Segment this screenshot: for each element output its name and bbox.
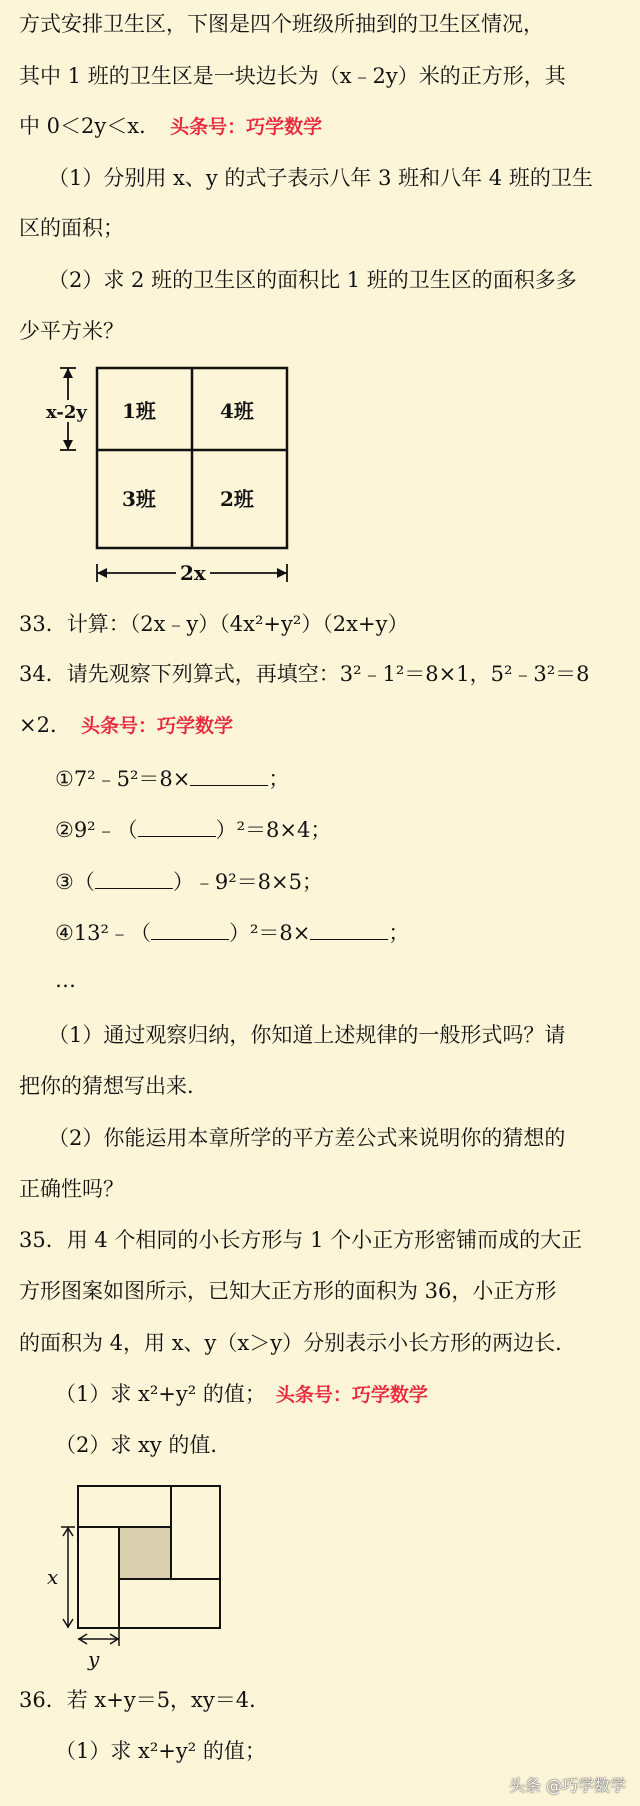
text-line: 区的面积；: [19, 216, 124, 240]
text-line: 34．请先观察下列算式，再填空：3²﹣1²＝8×1，5²﹣3²＝8: [19, 662, 590, 686]
text-line: （2）求 2 班的卫生区的面积比 1 班的卫生区的面积多多: [48, 268, 577, 292]
text-line: （2）求 xy 的值．: [55, 1433, 232, 1457]
text-line: ③（ ）﹣9²＝8×5；: [0, 866, 640, 896]
text-line: …: [55, 968, 76, 992]
text-line: 其中 1 班的卫生区是一块边长为（x﹣2y）米的正方形，其: [19, 64, 566, 88]
tiling-figure: [44, 1476, 234, 1676]
text-line: （1）求 x²+y² 的值；: [55, 1739, 266, 1763]
cell-class-2: 2班: [220, 487, 254, 511]
watermark-tag: 头条号：巧学数学: [170, 116, 323, 138]
text-line: ×2． 头条号：巧学数学: [19, 713, 233, 737]
answer-blank[interactable]: [310, 917, 388, 940]
text-line: 的面积为 4，用 x、y（x＞y）分别表示小长方形的两边长．: [19, 1331, 577, 1355]
watermark-tag: 头条号：巧学数学: [80, 715, 233, 737]
text-line: 36．若 x+y＝5，xy＝4．: [19, 1688, 271, 1712]
watermark-tag: 头条号：巧学数学: [275, 1384, 428, 1406]
footer-watermark: 头条 @巧学数学: [508, 1776, 626, 1795]
text-line: 少平方米？: [19, 319, 124, 343]
text-line: 方式安排卫生区，下图是四个班级所抽到的卫生区情况，: [19, 12, 544, 36]
text-line: 把你的猜想写出来．: [19, 1074, 208, 1098]
y-label: y: [88, 1647, 100, 1671]
text-line: 正确性吗？: [19, 1177, 124, 1201]
cleaning-zone-figure: [40, 360, 310, 600]
text-line: （1）求 x²+y² 的值； 头条号：巧学数学: [55, 1382, 428, 1406]
cell-class-3: 3班: [122, 487, 156, 511]
text-line: 中 0＜2y＜x． 头条号：巧学数学: [19, 114, 323, 138]
cell-class-1: 1班: [122, 399, 156, 423]
text-line: ④13²﹣（ ）²＝8× ；: [0, 917, 640, 947]
text-line: ①7²﹣5²＝8× ；: [0, 763, 640, 793]
x-label: x: [47, 1565, 59, 1589]
inner-shaded-square: [119, 1527, 171, 1579]
text-line: （1）分别用 x、y 的式子表示八年 3 班和八年 4 班的卫生: [48, 166, 593, 190]
text-line: 方形图案如图所示，已知大正方形的面积为 36，小正方形: [19, 1279, 557, 1303]
cell-class-4: 4班: [220, 399, 254, 423]
text-line: （2）你能运用本章所学的平方差公式来说明你的猜想的: [48, 1126, 566, 1150]
text-line: ②9²﹣（ ）²＝8×4；: [0, 814, 640, 844]
text-line: （1）通过观察归纳，你知道上述规律的一般形式吗？请: [48, 1023, 566, 1047]
answer-blank[interactable]: [138, 814, 216, 837]
bottom-length-label: 2x: [180, 561, 206, 585]
side-length-label: x-2y: [46, 402, 87, 423]
answer-blank[interactable]: [190, 763, 268, 786]
text-line: 33．计算：（2x﹣y）（4x²+y²）（2x+y）: [19, 612, 409, 636]
text-line: 35．用 4 个相同的小长方形与 1 个小正方形密铺而成的大正: [19, 1228, 583, 1252]
answer-blank[interactable]: [151, 917, 229, 940]
answer-blank[interactable]: [95, 866, 173, 889]
